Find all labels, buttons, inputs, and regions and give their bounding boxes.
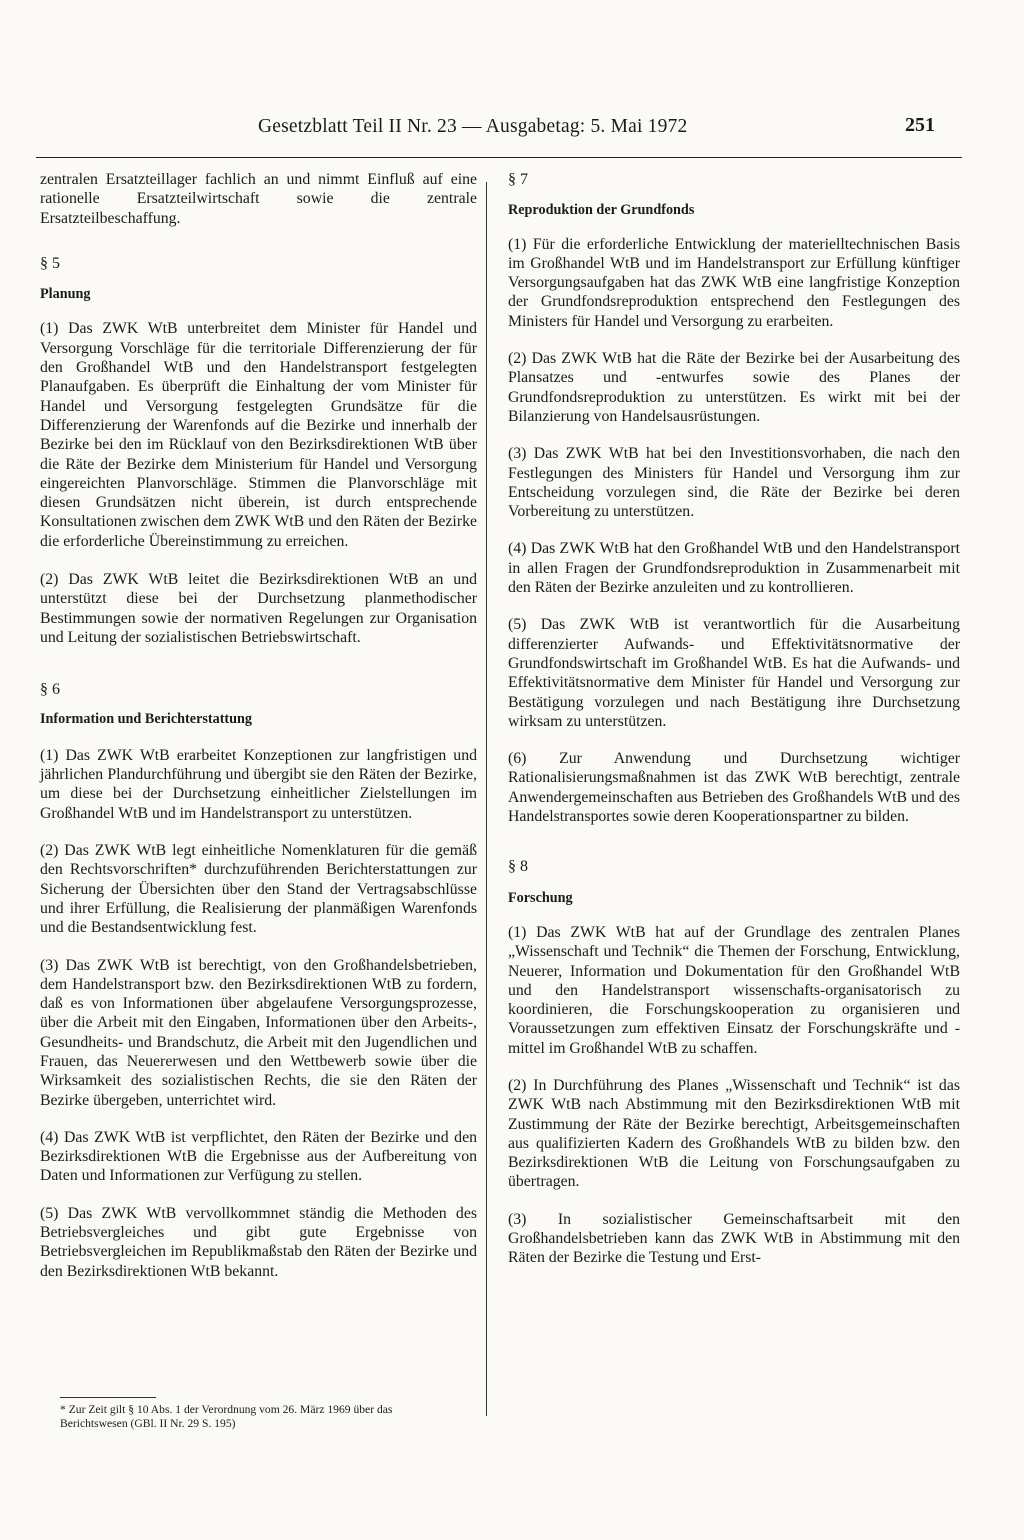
section-5-paragraph-1: (1) Das ZWK WtB unterbreitet dem Minister für Handel und Versorgung Vorschläge für die territoriale Differenzierung der für den Großhandel WtB und den Handelstransport festgelegten Planaufgaben. Es überprüft die Einhaltung der vom Minister für Handel und Versorgung festgelegten Grundsätze für die Differenzierung der Warenfonds auf die Bezirke und innerhalb der Bezirke bei den im Rücklauf von den Bezirksdirektionen WtB über die Räte der Bezirke dem Ministerium für Handel und Versorgung eingereichten Planvorschläge. Stimmen die Planvorschläge mit diesen Grundsätzen nicht überein, ist durch entsprechende Konsultationen zwischen dem ZWK WtB und den Räten der Bezirke die erforderliche Übereinstimmung zu erreichen. <box>40 320 477 550</box>
section-7-paragraph-6: (6) Zur Anwendung und Durchsetzung wichtiger Rationalisierungsmaßnahmen ist das ZWK WtB berechtigt, zentrale Anwendergemeinschaften aus Betrieben des Großhandels WtB und des Handelstransportes sowie deren Kooperationspartner zu bilden. <box>508 750 960 826</box>
section-8-number: § 8 <box>508 858 528 876</box>
section-6-paragraph-2: (2) Das ZWK WtB legt einheitliche Nomenklaturen für die gemäß den Rechtsvorschriften* durchzuführenden Berichterstattungen zur Sicherung der Übersichten über den Stand der Vertragsabschlüsse und ihrer Erfüllung, die Realisierung der planmäßigen Warenfonds und die Bestandsentwicklung fest. <box>40 842 477 937</box>
section-7-paragraph-1: (1) Für die erforderliche Entwicklung der materielltechnischen Basis im Großhandel WtB und im Handelstransport zur Erfüllung künftiger Versorgungsaufgaben hat das ZWK WtB eine langfristige Konzeption der Grundfondsreproduktion entsprechend den Festlegungen des Ministers für Handel und Versorgung zu erarbeiten. <box>508 235 960 330</box>
section-8-paragraph-1: (1) Das ZWK WtB hat auf der Grundlage des zentralen Planes „Wissenschaft und Technik“ die Themen der Forschung, Entwicklung, Neuerer, Information und Dokumentation für den Großhandel WtB und den Handelstransport wissenschafts-organisatorisch zu koordinieren, die Forschungskooperation zu organisieren und Voraussetzungen zum effektiven Einsatz der Forschungskräfte und -mittel im Großhandel WtB zu schaffen. <box>508 923 960 1057</box>
section-7-paragraph-3: (3) Das ZWK WtB hat bei den Investitionsvorhaben, die nach den Festlegungen des Ministers für Handel und Versorgung ihm zur Entscheidung vorzulegen sind, die Räte der Bezirke bei deren Vorbereitung zu unterstützen. <box>508 445 960 521</box>
section-7-paragraph-2: (2) Das ZWK WtB hat die Räte der Bezirke bei der Ausarbeitung des Plansatzes und -entwurfes sowie des Planes der Grundfondsreproduktion zu unterstützen. Es wirkt mit bei der Bilanzierung von Handelsausrüstungen. <box>508 350 960 425</box>
left-column <box>40 170 477 1281</box>
section-6-paragraph-3: (3) Das ZWK WtB ist berechtigt, von den Großhandelsbetrieben, dem Handelstransport bzw. den Bezirksdirektionen WtB zu fordern, daß es von Informationen über abgelaufene Versorgungsprozesse, über die Arbeit mit den Eingaben, Informationen über den Arbeits-, Gesundheits- und Brandschutz, die Arbeit mit den Jugendlichen und Frauen, das Neuererwesen und den Wettbewerb sowie über die Wirksamkeit des sozialistischen Rechts, die sie den Räten der Bezirke übergeben, unterrichtet wird. <box>40 956 477 1109</box>
section-7-paragraph-5: (5) Das ZWK WtB ist verantwortlich für die Ausarbeitung differenzierter Aufwands- und Effektivitätsnormative der Grundfondswirtschaft im Großhandel WtB. Es hat die Aufwands- und Effektivitätsnormative dem Minister für Handel und Versorgung zur Bestätigung vorzulegen und nach Bestätigung ihre Durchsetzung wirksam zu unterstützen. <box>508 616 960 730</box>
page-number: 251 <box>905 114 935 136</box>
section-8-paragraph-3: (3) In sozialistischer Gemeinschaftsarbeit mit den Großhandelsbetrieben kann das ZWK WtB in Abstimmung mit den Räten der Bezirke die Testung und Erst- <box>508 1210 960 1267</box>
section-6-paragraph-1: (1) Das ZWK WtB erarbeitet Konzeptionen zur langfristigen und jährlichen Plandurchführung und übergibt sie den Räten der Bezirke, um diese bei der Durchsetzung einheitlicher Zielstellungen im Großhandel WtB und im Handelstransport zu unterstützen. <box>40 746 477 822</box>
section-6-paragraph-5: (5) Das ZWK WtB vervollkommnet ständig die Methoden des Betriebsvergleiches und gibt gute Ergebnisse von Betriebsvergleichen im Republikmaßstab den Räten der Bezirke und den Bezirksdirektionen WtB bekannt. <box>40 1204 477 1280</box>
running-header-title: Gesetzblatt Teil II Nr. 23 — Ausgabetag: 5. Mai 1972 <box>258 116 688 137</box>
section-6-number: § 6 <box>40 681 60 699</box>
section-8-title: Forschung <box>508 889 573 906</box>
section-5-number: § 5 <box>40 254 60 272</box>
footnote-rule <box>60 1397 156 1398</box>
section-8-paragraph-2: (2) In Durchführung des Planes „Wissenschaft und Technik“ ist das ZWK WtB nach Abstimmung mit den Bezirksdirektionen WtB mit Zustimmung der Räte der Bezirke berechtigt, Arbeitsgemeinschaften aus qualifizierten Kadern des Großhandels WtB zu bilden bzw. den Bezirksdirektionen WtB die Leitung von Forschungsaufgaben zu übertragen. <box>508 1076 960 1191</box>
section-6-title: Information und Berichterstattung <box>40 710 253 727</box>
section-5-title: Planung <box>40 286 91 303</box>
footnote: * Zur Zeit gilt § 10 Abs. 1 der Verordnung vom 26. März 1969 über das Berichtswesen (GBl. II Nr. 29 S. 195) <box>60 1403 393 1430</box>
section-7-title: Reproduktion der Grundfonds <box>508 202 695 219</box>
section-6-paragraph-4: (4) Das ZWK WtB ist verpflichtet, den Räten der Bezirke und den Bezirksdirektionen WtB die Ergebnisse aus der Aufbereitung von Daten und Informationen zur Verfügung zu stellen. <box>40 1128 477 1185</box>
right-column <box>508 170 960 1268</box>
intro-paragraph: zentralen Ersatzteillager fachlich an und nimmt Einfluß auf eine rationelle Ersatzteilwirtschaft sowie die zentrale Ersatzteilbeschaffung. <box>40 171 477 227</box>
column-divider <box>486 182 487 1416</box>
section-5-paragraph-2: (2) Das ZWK WtB leitet die Bezirksdirektionen WtB an und unterstützt diese bei der Durchsetzung planmethodischer Bestimmungen sowie der normativen Regelungen zur Organisation und Leitung der sozialistischen Betriebswirtschaft. <box>40 571 477 646</box>
page-header <box>0 0 1024 160</box>
header-rule <box>36 157 962 158</box>
section-7-number: § 7 <box>508 171 528 188</box>
section-7-paragraph-4: (4) Das ZWK WtB hat den Großhandel WtB und den Handelstransport in allen Fragen der Grundfondsreproduktion in Zusammenarbeit mit den Räten der Bezirke anzuleiten und zu kontrollieren. <box>508 540 960 597</box>
